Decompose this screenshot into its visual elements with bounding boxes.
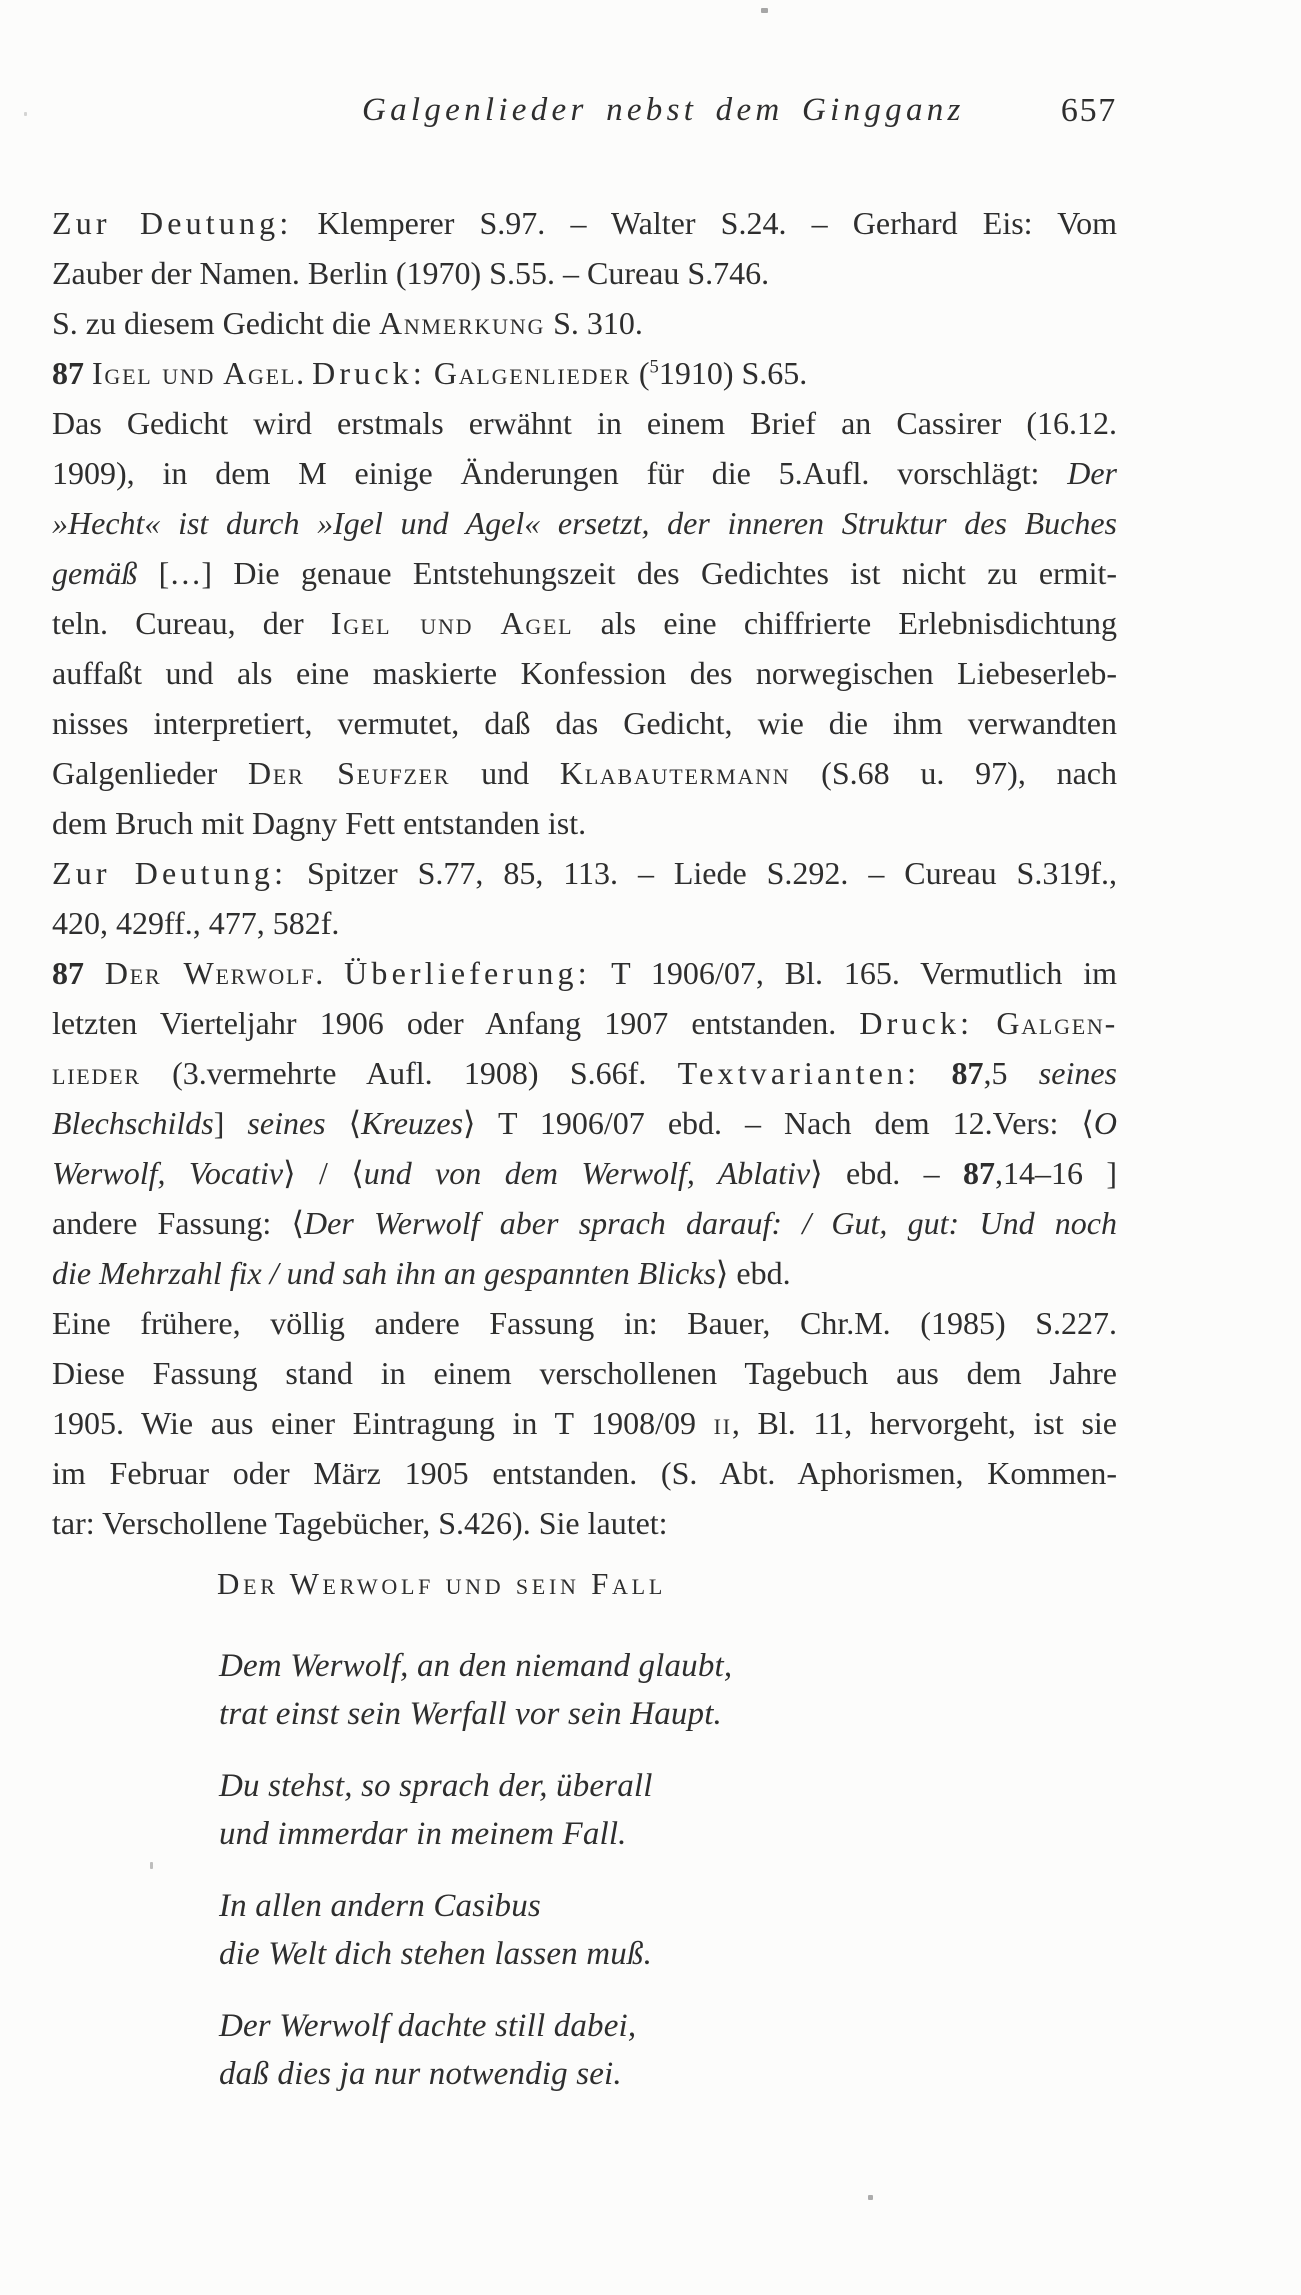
scan-artifact-speck — [868, 2195, 873, 2200]
commentary-line — [52, 1048, 1117, 1098]
text-segment: Blechschilds — [52, 1105, 214, 1141]
commentary-line — [52, 598, 1117, 648]
text-segment: , Bl. 11, hervorgeht, ist sie — [731, 1405, 1118, 1441]
poem-stanza — [219, 2002, 1117, 2098]
scan-artifact-speck — [761, 8, 768, 13]
text-segment: Eine frühere, völlig andere Fassung in: Bauer, Chr.M. (1985) S.227. — [52, 1305, 1117, 1341]
text-segment: Igel und Agel — [330, 605, 574, 641]
text-segment: lieder — [52, 1055, 141, 1091]
text-segment: Galgenlieder — [433, 355, 631, 391]
text-segment: . — [315, 955, 345, 991]
text-segment: Der — [1067, 455, 1117, 491]
text-segment: seines — [247, 1105, 326, 1141]
poem-stanza — [219, 1882, 1117, 1978]
poem-title: Der Werwolf und sein Fall — [217, 1566, 666, 1601]
commentary-line — [52, 1198, 1117, 1248]
text-segment: und von dem Werwolf, Ablativ — [363, 1155, 811, 1191]
poem-line: daß dies ja nur notwendig sei. — [219, 2056, 622, 2092]
text-segment: Überlieferung: — [344, 955, 591, 991]
commentary-line — [52, 298, 1117, 348]
text-segment: Der Werwolf — [104, 955, 316, 991]
poem-line: Der Werwolf dachte still dabei, — [219, 2008, 637, 2044]
text-segment: Klabautermann — [559, 755, 791, 791]
scan-artifact-speck — [24, 112, 27, 116]
text-segment: im Februar oder März 1905 entstanden. (S. Abt. Aphorismen, Kommen- — [52, 1455, 1117, 1491]
text-segment: und — [450, 755, 560, 791]
text-segment: ,14–16 ] — [994, 1155, 1118, 1191]
text-segment: 1905. Wie aus einer Eintragung in T 1908/09 — [52, 1405, 714, 1441]
text-segment: letzten Vierteljahr 1906 oder Anfang 1907 entstanden. — [52, 1005, 860, 1041]
text-segment: die Mehrzahl fix / und sah ihn an gespannten Blicks — [52, 1255, 716, 1291]
text-segment: als eine chiffrierte Erlebnisdichtung — [573, 605, 1118, 641]
commentary-line — [52, 1498, 1117, 1548]
poem-line: und immerdar in meinem Fall. — [219, 1816, 627, 1852]
commentary-line — [52, 948, 1117, 998]
poem-stanza — [219, 1762, 1117, 1858]
poem-line: Dem Werwolf, an den niemand glaubt, — [219, 1648, 733, 1684]
text-segment: Druck: — [312, 355, 426, 391]
commentary-line — [52, 798, 1117, 848]
commentary-line — [52, 398, 1117, 448]
commentary-block — [52, 198, 1117, 2122]
text-segment: seines — [1038, 1055, 1117, 1091]
commentary-line — [52, 198, 1117, 248]
text-segment: ⟨ — [325, 1105, 362, 1141]
text-segment: dem Bruch mit Dagny Fett entstanden ist. — [52, 805, 587, 841]
text-segment: tar: Verschollene Tagebücher, S.426). Sie lautet: — [52, 1505, 668, 1541]
commentary-line — [52, 248, 1117, 298]
text-segment: ⟩ / ⟨ — [283, 1155, 364, 1191]
running-head — [52, 92, 1117, 142]
text-segment: Textvarianten: — [677, 1055, 921, 1091]
poem-stanzas — [52, 1642, 1117, 2098]
commentary-line — [52, 498, 1117, 548]
commentary-line — [52, 348, 1117, 398]
text-segment: Diese Fassung stand in einem verschollenen Tagebuch aus dem Jahre — [52, 1355, 1117, 1391]
text-segment: ii — [713, 1405, 732, 1441]
commentary-line — [52, 1098, 1117, 1148]
text-segment: gemäß — [52, 555, 138, 591]
text-segment: Zur Deutung: — [52, 205, 293, 241]
text-segment: ] — [213, 1105, 248, 1141]
poem-line: In allen andern Casibus — [219, 1888, 541, 1924]
commentary-line — [52, 1248, 1117, 1298]
commentary-line — [52, 748, 1117, 798]
commentary-line — [52, 1348, 1117, 1398]
text-segment: Galgenlieder — [52, 755, 249, 791]
poem-stanza — [219, 1642, 1117, 1738]
text-segment: teln. Cureau, der — [52, 605, 331, 641]
text-segment: O — [1093, 1105, 1118, 1141]
text-segment: Das Gedicht wird erstmals erwähnt in einem Brief an Cassirer (16.12. — [52, 405, 1117, 441]
commentary-line — [52, 1398, 1117, 1448]
text-segment: andere Fassung: ⟨ — [52, 1205, 305, 1241]
text-segment: S. zu diesem Gedicht die — [52, 305, 380, 341]
text-segment: (3.vermehrte Aufl. 1908) S.66f. — [140, 1055, 678, 1091]
commentary-line — [52, 1298, 1117, 1348]
text-segment: Zur Deutung: — [52, 855, 288, 891]
text-segment: Druck: — [859, 1005, 974, 1041]
text-segment: ⟩ ebd. – — [810, 1155, 963, 1191]
text-segment: Anmerkung — [379, 305, 546, 341]
text-segment: ( — [630, 355, 650, 391]
text-segment: ,5 — [983, 1055, 1039, 1091]
text-segment: Igel und Agel — [92, 355, 297, 391]
text-segment: auffaßt und als eine maskierte Konfession des norwegischen Liebeserleb- — [52, 655, 1117, 691]
text-segment: 87 — [52, 355, 92, 391]
text-segment: S. 310. — [545, 305, 643, 341]
text-segment: Kreuzes — [361, 1105, 464, 1141]
commentary-line — [52, 898, 1117, 948]
text-segment — [920, 1055, 951, 1091]
text-segment: Klemperer S.97. – Walter S.24. – Gerhard Eis: Vom — [292, 205, 1117, 241]
text-segment: nisses interpretiert, vermutet, daß das Gedicht, wie die ihm verwandten — [52, 705, 1117, 741]
commentary-lines — [52, 198, 1117, 1548]
commentary-line — [52, 698, 1117, 748]
commentary-line — [52, 648, 1117, 698]
text-segment: Spitzer S.77, 85, 113. – Liede S.292. – Cureau S.319f., — [287, 855, 1118, 891]
poem-line: trat einst sein Werfall vor sein Haupt. — [219, 1696, 722, 1732]
commentary-line — [52, 448, 1117, 498]
text-segment: Der Seufzer — [248, 755, 451, 791]
commentary-line — [52, 1148, 1117, 1198]
running-head-title: Galgenlieder nebst dem Gingganz — [362, 92, 965, 128]
text-segment: 87 — [962, 1155, 995, 1191]
text-segment: Der Werwolf aber sprach darauf: / Gut, gut: Und noch — [304, 1205, 1118, 1241]
text-segment: »Hecht« ist durch »Igel und Agel« ersetzt, der inneren Struktur des Buches — [52, 505, 1117, 541]
text-segment: 87 — [52, 955, 105, 991]
commentary-line — [52, 998, 1117, 1048]
text-segment: T 1906/07, Bl. 165. Vermutlich im — [590, 955, 1118, 991]
page-number: 657 — [1060, 92, 1117, 129]
text-segment: 1909), in dem M einige Änderungen für die 5.Aufl. vorschlägt: — [52, 455, 1068, 491]
commentary-line — [52, 848, 1117, 898]
text-segment: 87 — [951, 1055, 984, 1091]
text-segment: ⟩ ebd. — [715, 1255, 791, 1291]
text-segment: (S.68 u. 97), nach — [790, 755, 1117, 791]
poem-line: Du stehst, so sprach der, überall — [219, 1768, 653, 1804]
poem-line: die Welt dich stehen lassen muß. — [219, 1936, 652, 1972]
text-segment: Galgen- — [996, 1005, 1117, 1041]
text-segment: 5 — [649, 356, 659, 378]
text-segment — [973, 1005, 996, 1041]
text-segment: Zauber der Namen. Berlin (1970) S.55. – Cureau S.746. — [52, 255, 770, 291]
text-segment: 420, 429ff., 477, 582f. — [52, 905, 340, 941]
text-segment: Werwolf, Vocativ — [52, 1155, 284, 1191]
text-segment: ⟩ T 1906/07 ebd. – Nach dem 12.Vers: ⟨ — [463, 1105, 1094, 1141]
text-segment — [426, 355, 434, 391]
commentary-line — [52, 548, 1117, 598]
text-segment: […] Die genaue Entstehungszeit des Gedichtes ist nicht zu ermit- — [137, 555, 1117, 591]
commentary-line — [52, 1448, 1117, 1498]
text-segment: 1910) S.65. — [658, 355, 808, 391]
text-segment: . — [296, 355, 313, 391]
